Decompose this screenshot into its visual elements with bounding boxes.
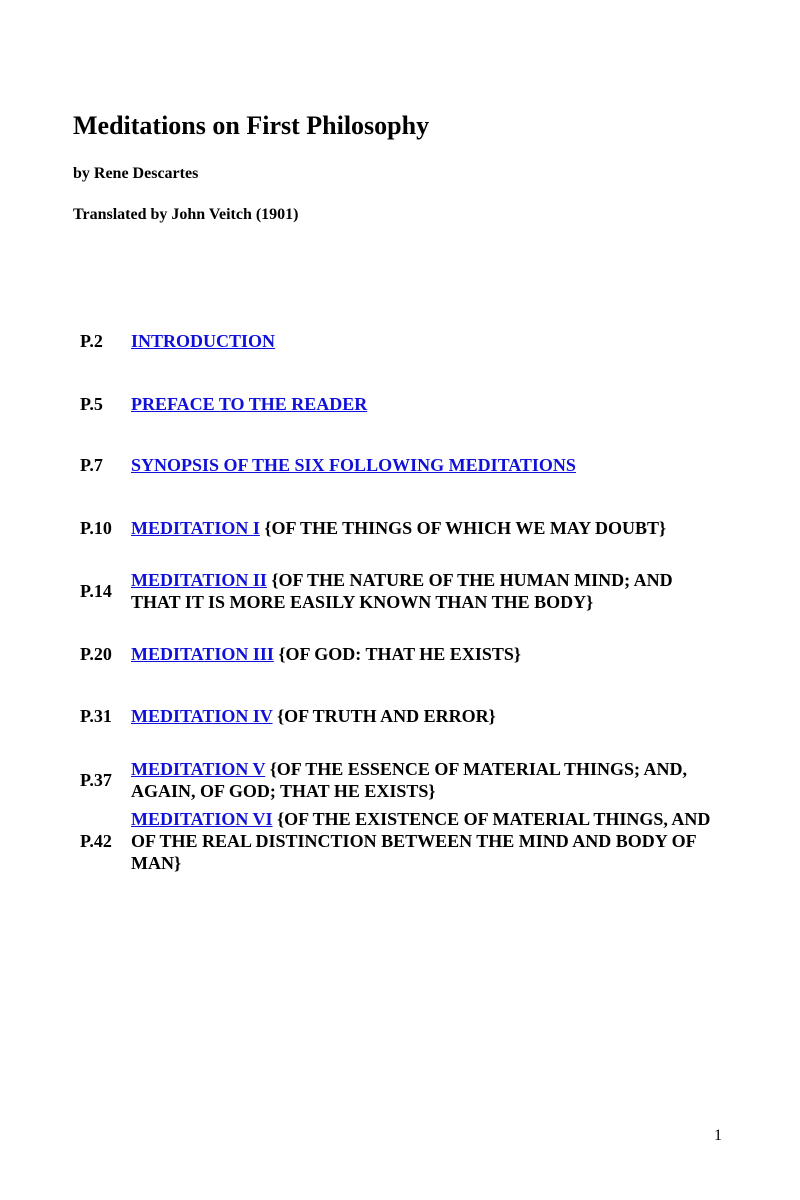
toc-entry-text [131,330,711,352]
toc-description: {OF TRUTH AND ERROR} [272,706,496,726]
page-number: 1 [714,1127,722,1144]
toc-page-number: P.14 [80,581,112,601]
toc-entry-introduction [80,330,720,352]
toc-entry-meditation-1 [80,517,720,539]
toc-page-number: P.2 [80,331,103,351]
toc-entry-text [131,643,711,665]
toc-link-meditation-6[interactable]: MEDITATION VI [131,809,273,829]
toc-entry-text [131,454,711,476]
toc-description: {OF THE NATURE OF THE HUMAN MIND; AND THAT IT IS MORE EASILY KNOWN THAN THE BODY} [131,570,673,612]
toc-link-meditation-4[interactable]: MEDITATION IV [131,706,273,726]
toc-link-preface[interactable]: PREFACE TO THE READER [131,394,368,414]
toc-entry-text [131,758,711,802]
author-line: by Rene Descartes [73,165,199,182]
translator-line: Translated by John Veitch (1901) [73,206,299,223]
toc-entry-text [131,569,711,613]
toc-page-number: P.7 [80,455,103,475]
toc-description: {OF THE EXISTENCE OF MATERIAL THINGS, AND OF THE REAL DISTINCTION BETWEEN THE MIND AND BODY OF MAN} [131,809,711,873]
toc-entry-text [131,808,711,874]
toc-entry-meditation-2 [80,569,720,613]
toc-link-meditation-5[interactable]: MEDITATION V [131,759,266,779]
toc-page-number: P.42 [80,831,112,851]
toc-page-number: P.10 [80,518,112,538]
toc-entry-meditation-6 [80,808,720,874]
toc-entry-text [131,705,711,727]
toc-page-number: P.5 [80,394,103,414]
toc-entry-text [131,393,711,415]
toc-link-meditation-1[interactable]: MEDITATION I [131,518,260,538]
document-title: Meditations on First Philosophy [73,111,430,140]
toc-entry-synopsis [80,454,720,476]
toc-entry-meditation-3 [80,643,720,665]
toc-link-synopsis[interactable]: SYNOPSIS OF THE SIX FOLLOWING MEDITATIONS [131,455,576,475]
toc-description: {OF THE ESSENCE OF MATERIAL THINGS; AND, AGAIN, OF GOD; THAT HE EXISTS} [131,759,688,801]
toc-link-introduction[interactable]: INTRODUCTION [131,331,276,351]
toc-link-meditation-2[interactable]: MEDITATION II [131,570,267,590]
toc-entry-preface [80,393,720,415]
toc-entry-text [131,517,711,539]
toc-entry-meditation-5 [80,758,720,802]
toc-page-number: P.31 [80,706,112,726]
toc-entry-meditation-4 [80,705,720,727]
toc-page-number: P.37 [80,770,112,790]
toc-description: {OF GOD: THAT HE EXISTS} [273,644,521,664]
toc-page-number: P.20 [80,644,112,664]
toc-description: {OF THE THINGS OF WHICH WE MAY DOUBT} [259,518,667,538]
toc-link-meditation-3[interactable]: MEDITATION III [131,644,274,664]
